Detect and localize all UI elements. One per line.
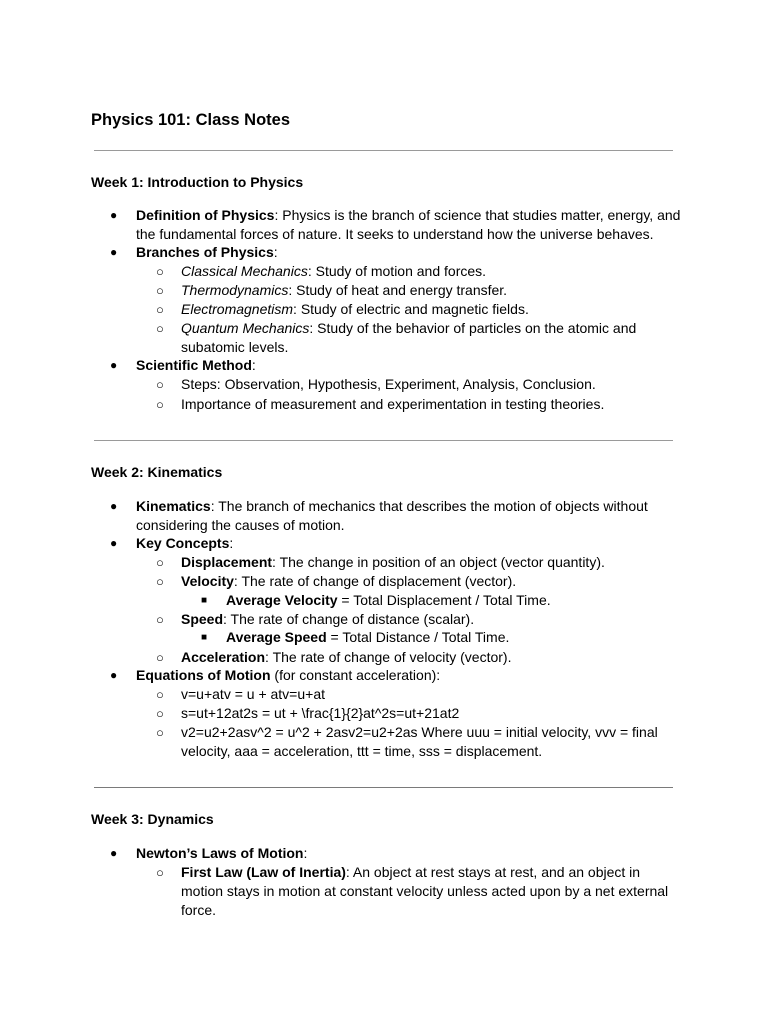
list-item: Classical Mechanics: Study of motion and forces. [181,263,487,279]
bullet-level2: ○ [156,397,164,412]
term: Velocity [181,573,234,589]
bullet-level2: ○ [156,377,164,392]
term: Average Speed [226,629,327,645]
list-item-continued: considering the causes of motion. [136,517,345,533]
list-item-continued: motion stays in motion at constant velocity unless acted upon by a net external [181,883,669,899]
list-item: Importance of measurement and experimentation in testing theories. [181,396,605,412]
bullet-level1: ● [110,536,118,550]
list-item: Displacement: The change in position of an object (vector quantity). [181,554,605,570]
list-item: Steps: Observation, Hypothesis, Experiment, Analysis, Conclusion. [181,376,596,392]
list-item: Key Concepts: [136,535,234,551]
bullet-level2: ○ [156,283,164,298]
term: Kinematics [136,498,211,514]
term: Acceleration [181,649,266,665]
bullet-level2: ○ [156,555,164,570]
term: Branches of Physics [136,244,274,260]
term: Classical Mechanics [181,263,308,279]
term: Key Concepts [136,535,230,551]
bullet-level2: ○ [156,321,164,336]
bullet-level1: ● [110,358,118,372]
list-item: Acceleration: The rate of change of velocity (vector). [181,649,512,665]
term: Quantum Mechanics [181,320,310,336]
list-item: Average Velocity = Total Displacement / Total Time. [226,592,551,608]
list-item-continued: subatomic levels. [181,339,289,355]
bullet-level2: ○ [156,302,164,317]
term: Scientific Method [136,357,252,373]
list-item: Branches of Physics: [136,244,278,260]
bullet-level2: ○ [156,725,164,740]
divider [94,150,673,151]
list-item: First Law (Law of Inertia): An object at rest stays at rest, and an object in [181,864,641,880]
list-item: Scientific Method: [136,357,256,373]
bullet-level2: ○ [156,650,164,665]
term: Definition of Physics [136,207,275,223]
bullet-level2: ○ [156,865,164,880]
bullet-level1: ● [110,668,118,682]
list-item: Speed: The rate of change of distance (scalar). [181,611,475,627]
bullet-level2: ○ [156,612,164,627]
bullet-level3: ■ [201,632,208,643]
equation-continued: velocity, aaa = acceleration, ttt = time, sss = displacement. [181,743,543,759]
bullet-level1: ● [110,499,118,513]
list-item: Kinematics: The branch of mechanics that describes the motion of objects without [136,498,648,514]
bullet-level3: ■ [201,595,208,606]
term: Displacement [181,554,273,570]
list-item: Electromagnetism: Study of electric and magnetic fields. [181,301,529,317]
term: Average Velocity [226,592,338,608]
week3-heading: Week 3: Dynamics [91,811,214,827]
term: Electromagnetism [181,301,294,317]
equation: v=u+atv = u + atv=u+at [181,686,325,702]
list-item: Definition of Physics: Physics is the branch of science that studies matter, energy, and [136,207,681,223]
list-item: Thermodynamics: Study of heat and energy transfer. [181,282,508,298]
bullet-level2: ○ [156,687,164,702]
list-item: Average Speed = Total Distance / Total Time. [226,629,510,645]
divider [94,440,673,441]
term: Thermodynamics [181,282,289,298]
divider [94,787,673,788]
equation: s=ut+12at2s = ut + \frac{1}{2}at^2s=ut+21at2 [181,705,460,721]
equation: v2=u2+2asv^2 = u^2 + 2asv2=u2+2as Where uuu = initial velocity, vvv = final [181,724,658,740]
bullet-level2: ○ [156,706,164,721]
list-item: Quantum Mechanics: Study of the behavior of particles on the atomic and [181,320,637,336]
page-title: Physics 101: Class Notes [91,111,291,129]
list-item-continued: force. [181,902,217,918]
term: Newton’s Laws of Motion [136,845,304,861]
term: Equations of Motion [136,667,271,683]
week1-heading: Week 1: Introduction to Physics [91,174,304,190]
list-item: Newton’s Laws of Motion: [136,845,308,861]
list-item-continued: the fundamental forces of nature. It seeks to understand how the universe behaves. [136,226,654,242]
bullet-level2: ○ [156,574,164,589]
list-item: Velocity: The rate of change of displacement (vector). [181,573,517,589]
list-item: Equations of Motion (for constant acceleration): [136,667,441,683]
term: Speed [181,611,224,627]
bullet-level1: ● [110,208,118,222]
bullet-level2: ○ [156,264,164,279]
bullet-level1: ● [110,846,118,860]
bullet-level1: ● [110,245,118,259]
term: First Law (Law of Inertia) [181,864,346,880]
week2-heading: Week 2: Kinematics [91,464,223,480]
